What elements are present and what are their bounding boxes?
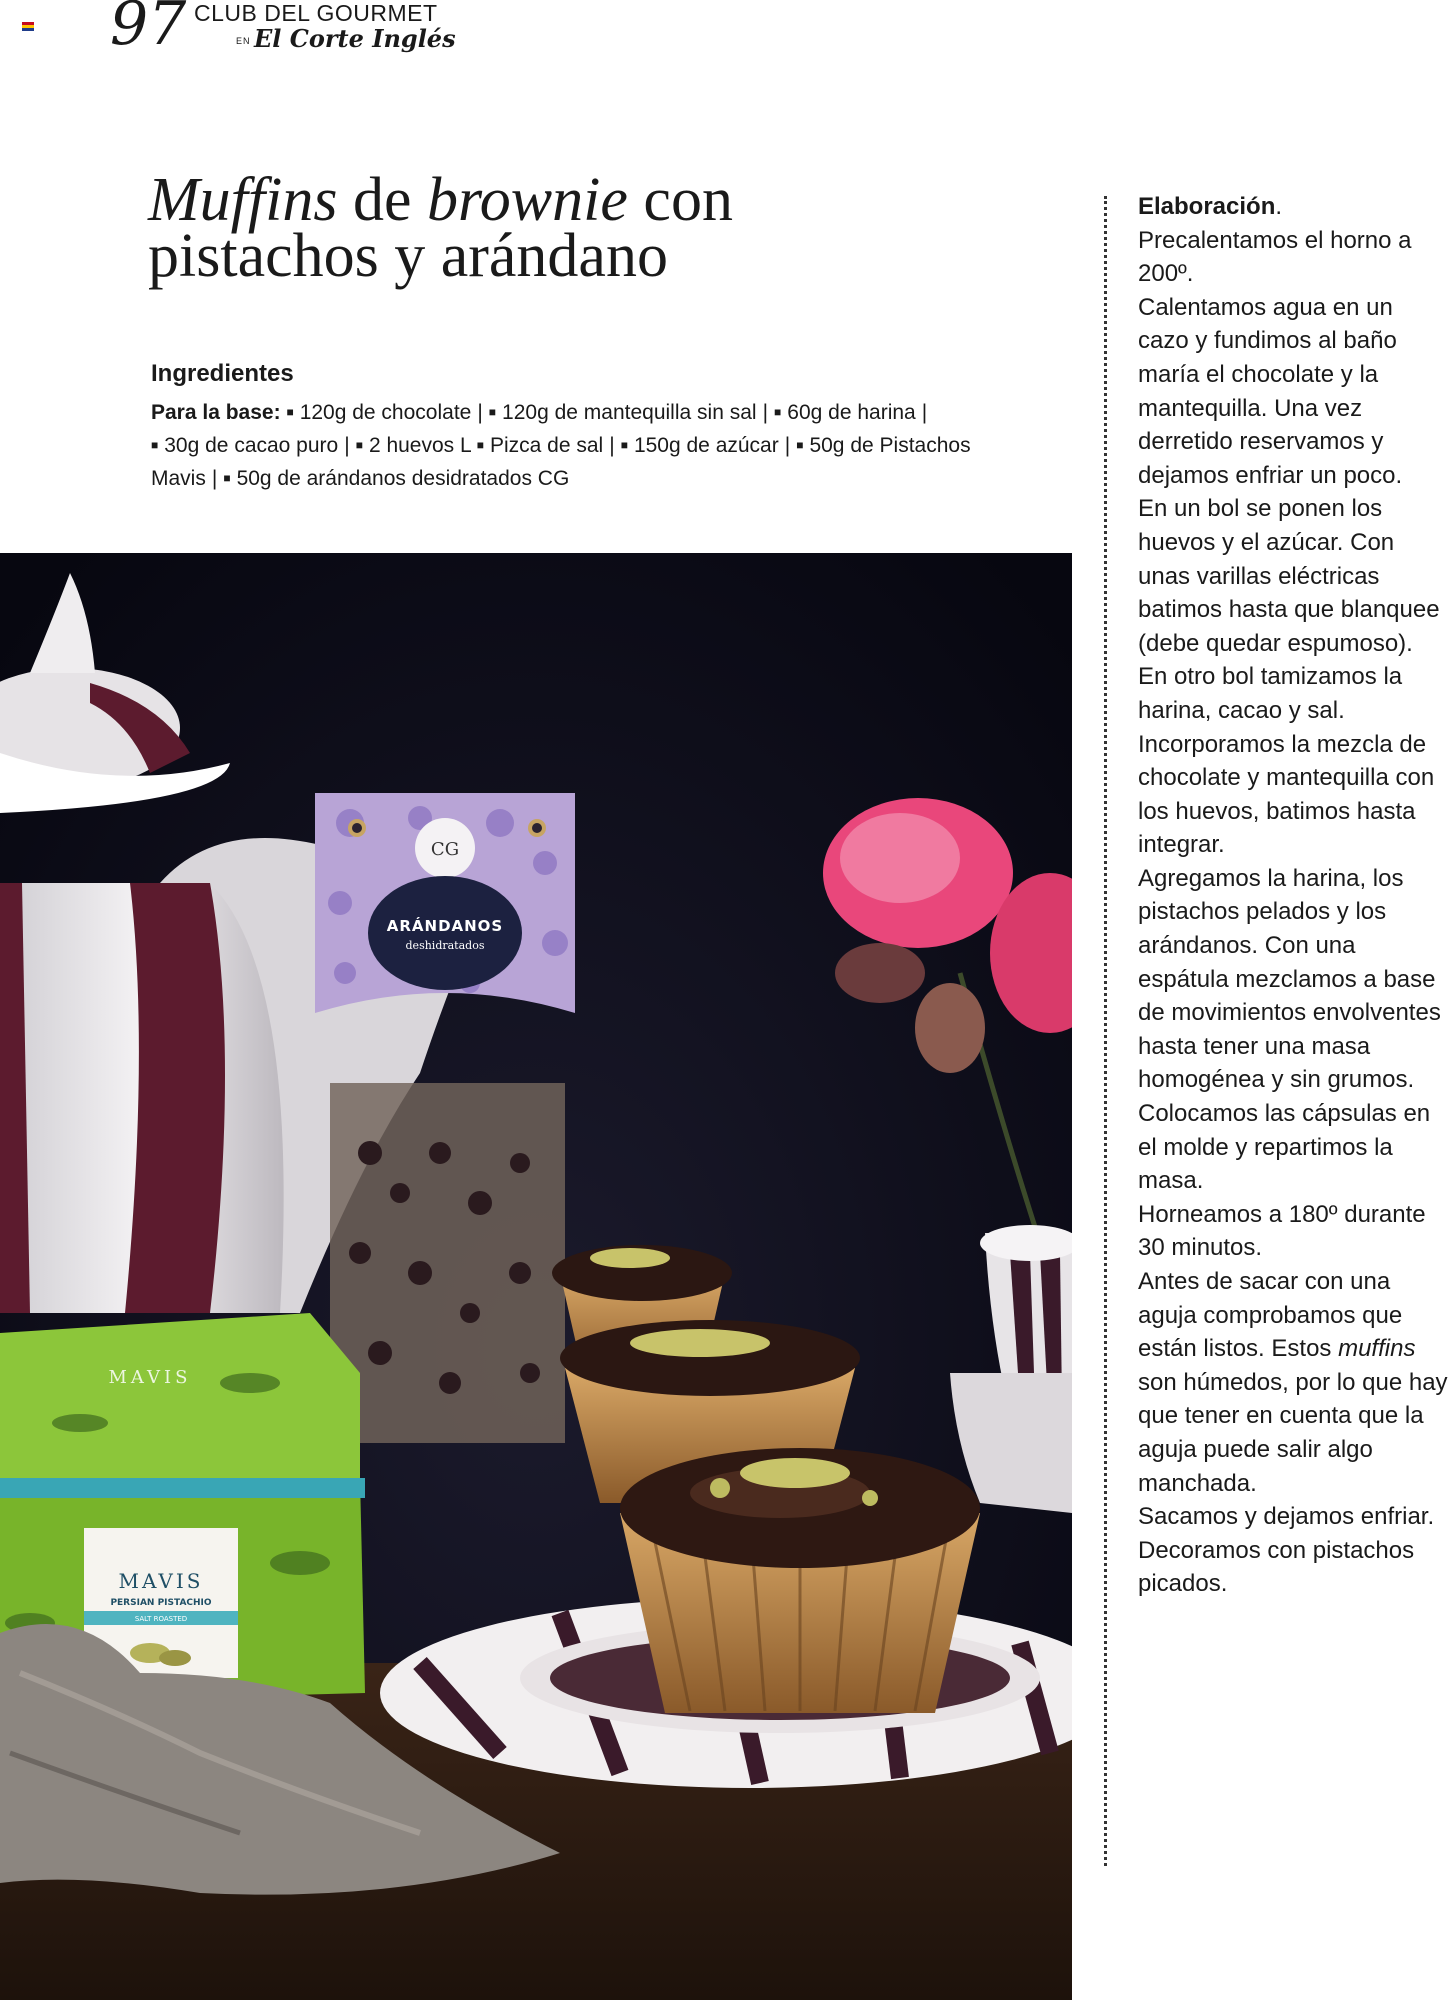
bag-label-1: ARÁNDANOS	[386, 917, 504, 935]
bullet-icon: ■	[620, 438, 628, 452]
el-corte-ingles-logo: El Corte Inglés	[254, 24, 456, 53]
step-text: Decoramos con pistachos picados.	[1138, 1536, 1415, 1598]
method-column: Elaboración. Precalentamos el horno a 200º. Calentamos agua en un cazo y fundimos al baño maría el chocolate y la mantequilla. Una vez derretido reservamos y dejamos enfriar un poco. En un bol se ponen los huevos y el azúcar. Con unas varillas eléctricas batimos hasta que blanquee (debe quedar espumoso). En otro bol tamizamos la harina, cacao y sal. Incorporamos la mezcla de chocolate y mantequilla con los huevos, batimos hasta integrar. Agregamos la harina, los pistachos pelados y los arándanos. Con una espátula mezclamos a base de movimientos envolventes hasta tener una masa homogénea y sin grumos. Colocamos las cápsulas en el molde y repartimos la masa. Horneamos a 180º durante 30 minutos. Antes de sacar con una aguja comprobamos que están listos. Estos muffins son húmedos, por lo que hay que tener en cuenta que la aguja puede salir algo manchada. Sacamos y dejamos enfriar. Decoramos con pistachos picados.	[1138, 190, 1450, 1601]
separator: |	[762, 401, 769, 424]
step-text-b: son húmedos, por lo que hay que tener en cuenta que la aguja puede salir algo manchada.	[1138, 1368, 1448, 1497]
bullet-icon: ■	[476, 438, 484, 452]
box-label-1: MAVIS	[118, 1569, 204, 1593]
ingredients-heading: Ingredientes	[151, 360, 294, 387]
ingredient-item: 120g de mantequilla sin sal	[502, 401, 757, 424]
front-muffin	[620, 1448, 980, 1713]
separator: |	[921, 401, 928, 424]
brand-en-label: EN	[236, 36, 251, 46]
bullet-icon: ■	[223, 471, 231, 485]
ingredient-item: 30g de cacao puro	[164, 434, 339, 457]
step-text: En un bol se ponen los huevos y el azúcar. Con unas varillas eléctricas batimos hasta que blanquee (debe quedar espumoso).	[1138, 495, 1440, 657]
ingredient-item: Pizca de sal	[490, 434, 604, 457]
step-text: Sacamos y dejamos enfriar.	[1138, 1503, 1435, 1531]
bullet-icon: ■	[796, 438, 804, 452]
separator: |	[344, 434, 350, 457]
box-label-2: PERSIAN PISTACHIO	[110, 1598, 212, 1608]
title-con: con	[627, 166, 733, 234]
base-label: Para la base:	[151, 401, 281, 424]
box-label-3: SALT ROASTED	[134, 1615, 188, 1623]
bullet-icon: ■	[488, 405, 497, 419]
method-heading: Elaboración	[1138, 193, 1276, 220]
step-text: Incorporamos la mezcla de chocolate y mantequilla con los huevos, batimos hasta integrar.	[1138, 730, 1435, 859]
recipe-title	[148, 166, 1068, 290]
ingredient-item: 2 huevos L	[368, 434, 471, 457]
bullet-icon: ■	[151, 438, 159, 452]
separator: |	[609, 434, 615, 457]
ingredient-item: 150g de azúcar	[633, 434, 779, 457]
club-del-gourmet-logo: CLUB DEL GOURMET	[194, 0, 438, 26]
bullet-icon: ■	[355, 438, 363, 452]
separator: |	[477, 401, 483, 424]
step-text-muffins: muffins	[1338, 1335, 1416, 1363]
bag-label-2: deshidratados	[405, 939, 485, 952]
ingredient-item: 50g de Pistachos Mavis	[151, 434, 971, 490]
step-text-a: Antes de sacar con una aguja comprobamos que están listos. Estos	[1138, 1268, 1403, 1363]
ingredient-item: 120g de chocolate	[299, 401, 472, 424]
step-text: Horneamos a 180º durante 30 minutos.	[1138, 1200, 1426, 1262]
recipe-photo	[0, 553, 1072, 2000]
ingredients-list	[151, 396, 1041, 495]
title-line-2: pistachos y arándano	[148, 222, 668, 290]
box-brand: MAVIS	[108, 1367, 192, 1388]
ingredient-item: 60g de harina	[787, 401, 916, 424]
step-text	[1138, 1265, 1450, 1500]
title-muffins: Muffins	[148, 166, 338, 234]
title-brownie: brownie	[426, 166, 628, 234]
column-divider	[1104, 196, 1107, 1866]
step-text: Colocamos las cápsulas en el molde y repartimos la masa.	[1138, 1100, 1431, 1195]
step-text: Agregamos la harina, los pistachos pelados y los arándanos. Con una espátula mezclamos a base de movimientos envolventes hasta tener una masa homogénea y sin grumos.	[1138, 864, 1441, 1094]
separator: |	[211, 467, 218, 490]
page-number: 97	[110, 0, 187, 59]
step-text: Calentamos agua en un cazo y fundimos al baño maría el chocolate y la mantequilla. Una vez derretido reservamos y dejamos enfriar un poco.	[1138, 293, 1403, 489]
flag-icon	[22, 22, 34, 31]
step-text: En otro bol tamizamos la harina, cacao y sal.	[1138, 663, 1403, 724]
separator: |	[784, 434, 791, 457]
bullet-icon: ■	[286, 405, 294, 419]
bullet-icon: ■	[774, 405, 782, 419]
step-text: Precalentamos el horno a 200º.	[1138, 226, 1412, 288]
ingredient-item: 50g de arándanos desidratados CG	[236, 467, 570, 490]
bag-badge: CG	[430, 839, 460, 860]
title-de: de	[337, 166, 427, 234]
